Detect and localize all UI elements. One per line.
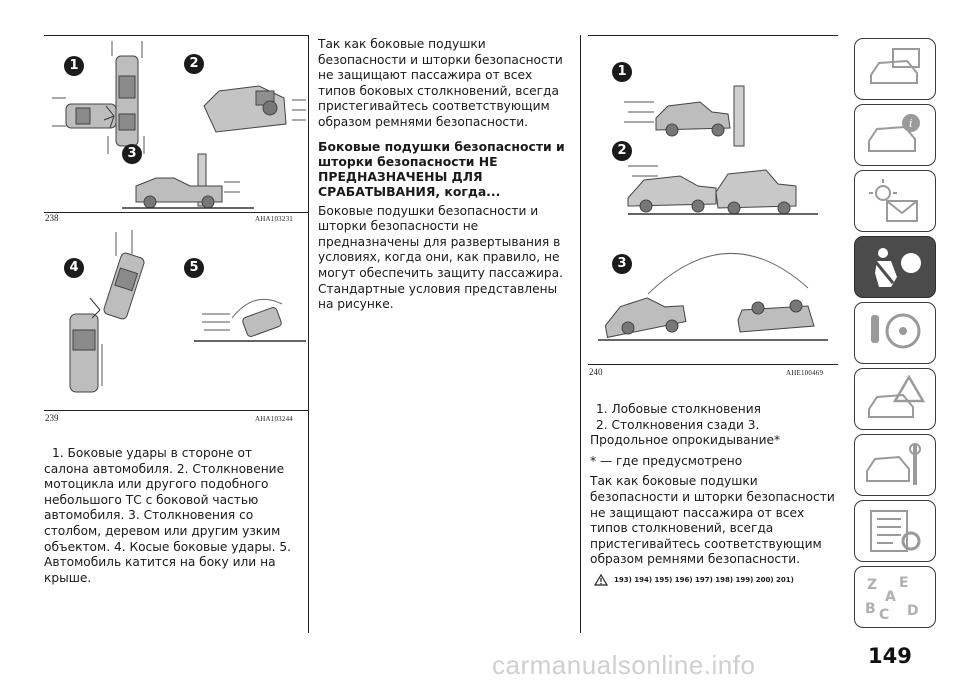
page-number: 149 [868, 644, 912, 668]
vertical-car-shape [116, 56, 138, 146]
svg-text:B: B [865, 601, 876, 617]
warning-references [594, 574, 794, 586]
warning-triangle-icon [594, 574, 608, 586]
figure-239 [44, 226, 308, 404]
figure-239-badge-5: 5 [184, 258, 204, 278]
column-divider-left [308, 35, 309, 633]
section-heading: Боковые подушки безопасности и шторки безопасности НЕ ПРЕДНАЗНАЧЕНЫ ДЛЯ СРАБАТЫВАНИЯ, когда... [318, 138, 565, 199]
figure-238 [44, 36, 308, 212]
svg-text:D: D [907, 603, 919, 619]
airbag-seatbelt-icon [863, 243, 927, 291]
svg-text:E: E [899, 575, 909, 591]
svg-text:C: C [879, 607, 890, 621]
column2-text [318, 37, 570, 318]
figure-238-code: AHA103231 [255, 215, 293, 223]
sidebar-tab-starting-driving[interactable] [854, 302, 936, 364]
figure-239-badge-4: 4 [64, 258, 84, 278]
body-paragraph-2: Так как боковые подушки безопасности и шторки безопасности не защищают пассажира от всех типов столкновений, всегда пристегивайтесь соответствующим образом ремнями безопасности. [590, 474, 835, 567]
figure-240-badge-1: 1 [612, 62, 632, 82]
sidebar-tab-index[interactable] [854, 566, 936, 628]
figure-240-caption-line1: 1. Лобовые столкновения [596, 402, 762, 416]
figure-238-badge-3: 3 [122, 144, 142, 164]
sidebar-tab-dashboard[interactable] [854, 38, 936, 100]
figure-240-bottom-rule [588, 364, 838, 365]
figure-239-illustration [44, 226, 308, 404]
column-divider-right [580, 35, 581, 633]
figure-240-badge-2: 2 [612, 141, 632, 161]
svg-text:i: i [909, 117, 913, 130]
sidebar-tab-maintenance[interactable] [854, 434, 936, 496]
figure-239-bottom-rule [44, 410, 308, 411]
car-maintenance-icon [863, 441, 927, 489]
key-steering-icon [863, 309, 927, 357]
figure-238-badge-2: 2 [184, 54, 204, 74]
figure-238-bottom-rule [44, 212, 308, 213]
column3-text [590, 402, 838, 573]
warning-lights-icon [863, 177, 927, 225]
figure-240-code: AHE100469 [786, 369, 824, 377]
intro-paragraph: Так как боковые подушки безопасности и шторки безопасности не защищают пассажира от всех типов боковых столкновений, всегда пристегивайтесь соответствующим образом ремнями безопасности. [318, 37, 563, 129]
column1-caption [44, 446, 298, 591]
footnote: * — где предусмотрено [590, 453, 743, 468]
figure-240-number: 240 [589, 367, 603, 377]
figure-240-illustration [588, 36, 838, 364]
sidebar-tab-emergency[interactable] [854, 368, 936, 430]
body-paragraph: Боковые подушки безопасности и шторки безопасности не предназначены для развертывания в условиях, когда они, как правило, не могут обеспечить защиту пассажира. Стандартные условия представлены на рисунке. [318, 203, 563, 312]
sidebar-tab-safety[interactable] [854, 236, 936, 298]
figure-239-number: 239 [45, 413, 59, 423]
figure-238-number: 238 [45, 213, 59, 223]
alphabet-index-icon [863, 573, 927, 621]
specifications-list-icon [863, 507, 927, 555]
svg-text:A: A [885, 589, 896, 605]
svg-text:Z: Z [867, 577, 878, 593]
figure-240 [588, 36, 838, 364]
sidebar-tab-car-info[interactable] [854, 104, 936, 166]
sidebar-tab-specifications[interactable] [854, 500, 936, 562]
watermark: carmanualsonline.info [492, 650, 756, 680]
figure-238-badge-1: 1 [64, 56, 84, 76]
car-info-icon [863, 111, 927, 159]
emergency-triangle-icon [863, 375, 927, 423]
figure-239-code: AHA103244 [255, 415, 293, 423]
warning-reference-numbers: 193) 194) 195) 196) 197) 198) 199) 200) 201) [614, 576, 794, 584]
figure-240-caption-line2: 2. Столкновения сзади 3. Продольное опрокидывание* [590, 417, 781, 448]
car-dashboard-icon [863, 45, 927, 93]
figure-240-badge-3: 3 [612, 254, 632, 274]
figure-caption-text: 1. Боковые удары в стороне от салона автомобиля. 2. Столкновение мотоцикла или другого подобного небольшого ТС с боковой частью автомобиля. 3. Столкновения со столбом, деревом или другим узким объектом. 4. Косые боковые удары. 5. Автомобиль катится на боку или на крыше. [44, 446, 292, 585]
sidebar-tab-warning-lights[interactable] [854, 170, 936, 232]
